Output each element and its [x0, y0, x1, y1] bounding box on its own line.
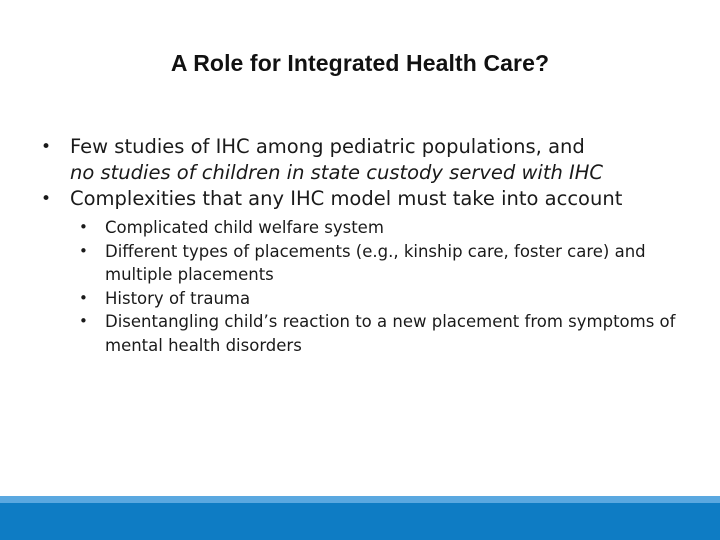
bullet-text: Complexities that any IHC model must take into account — [70, 187, 623, 210]
sub-bullet-text: Different types of placements (e.g., kinship care, foster care) and multiple placements — [105, 241, 646, 284]
sub-bullet-item — [76, 310, 690, 357]
bullet-text: Few studies of IHC among pediatric populations, and — [70, 135, 585, 158]
sub-bullet-list — [76, 216, 690, 357]
sub-bullet-text: Disentangling child’s reaction to a new placement from symptoms of mental health disorders — [105, 312, 676, 355]
sub-bullet-item — [76, 240, 690, 287]
slide-body — [40, 134, 690, 357]
bullet-emphasis-text: no studies of children in state custody served with IHC — [70, 161, 604, 184]
sub-bullet-text: Complicated child welfare system — [105, 218, 384, 237]
bullet-icon: • — [79, 288, 88, 307]
sub-bullet-text: History of trauma — [105, 288, 251, 308]
bullet-icon: • — [79, 241, 88, 260]
bullet-item — [40, 186, 690, 212]
bullet-icon: • — [79, 218, 88, 236]
footer-bar — [0, 503, 720, 540]
bullet-item — [40, 134, 690, 186]
bullet-icon: • — [41, 189, 52, 209]
slide-title: A Role for Integrated Health Care? — [170, 50, 550, 76]
bullet-icon: • — [79, 312, 88, 330]
sub-bullet-item — [76, 287, 690, 311]
footer-accent-bar — [0, 496, 720, 503]
sub-bullet-item — [76, 216, 690, 240]
bullet-icon: • — [41, 137, 52, 157]
